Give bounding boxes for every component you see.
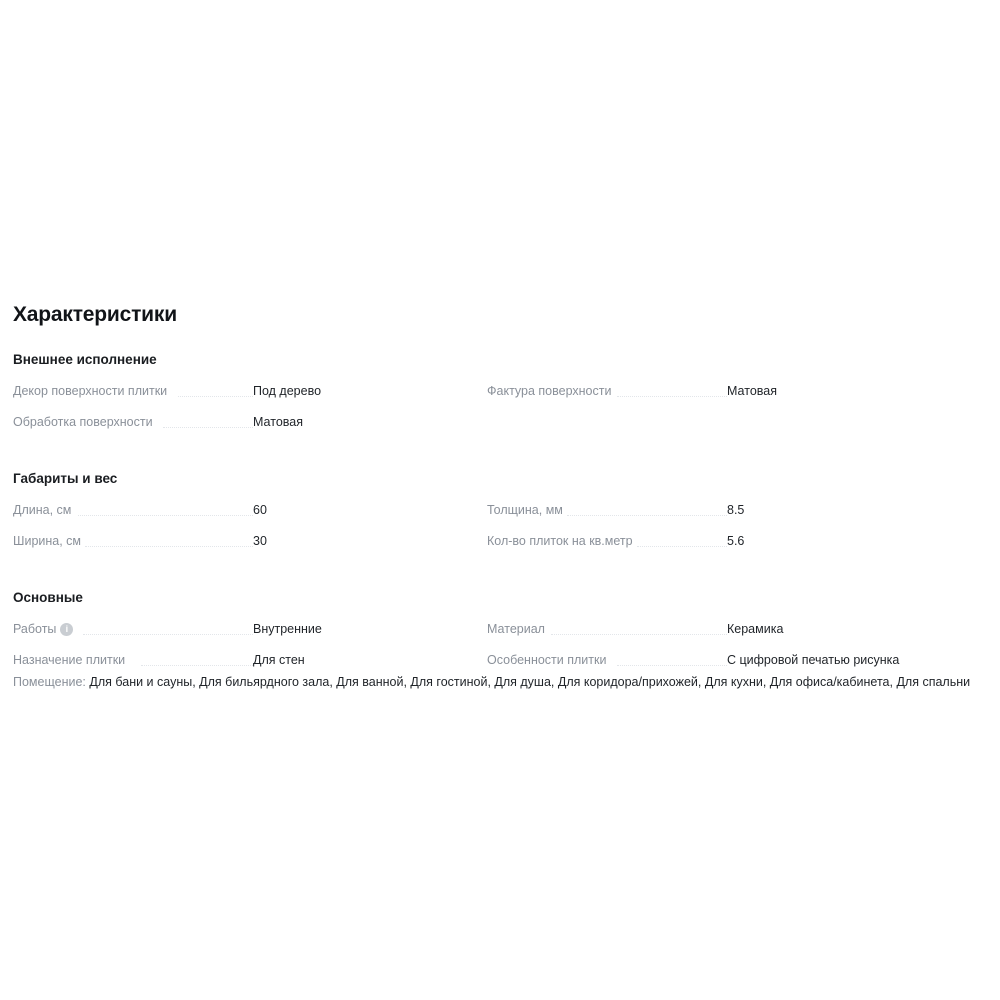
spec-label: Фактура поверхности (487, 384, 612, 398)
section-title-dimensions: Габариты и вес (13, 471, 118, 486)
spec-label: Помещение: (13, 675, 86, 689)
spec-value: Для стен (253, 653, 305, 667)
spec-value: Под дерево (253, 384, 322, 398)
spec-value: Матовая (253, 415, 303, 429)
spec-label: Назначение плитки (13, 653, 126, 667)
spec-row-rooms (13, 674, 988, 690)
dotted-leader (567, 515, 727, 517)
spec-value: Матовая (727, 384, 777, 398)
dotted-leader (163, 427, 253, 429)
spec-value: Керамика (727, 622, 784, 636)
spec-label: Кол-во плиток на кв.метр (487, 534, 633, 548)
spec-label: Обработка поверхности (13, 415, 153, 429)
spec-value: 5.6 (727, 534, 745, 548)
dotted-leader (85, 546, 253, 548)
spec-label: Декор поверхности плитки (13, 384, 168, 398)
spec-label: Ширина, см (13, 534, 82, 548)
spec-label: Работы (13, 622, 57, 636)
dotted-leader (141, 665, 253, 667)
page-title: Характеристики (13, 303, 177, 326)
spec-label: Особенности плитки (487, 653, 607, 667)
dotted-leader (178, 396, 253, 398)
dotted-leader (78, 515, 253, 517)
dotted-leader (637, 546, 727, 548)
spec-label: Материал (487, 622, 545, 636)
spec-label: Длина, см (13, 503, 72, 517)
spec-value: 30 (253, 534, 267, 548)
spec-label-with-icon (13, 621, 73, 637)
spec-value: 60 (253, 503, 267, 517)
spec-value: 8.5 (727, 503, 745, 517)
spec-value: Для бани и сауны, Для бильярдного зала, Для ванной, Для гостиной, Для душа, Для коридора/прихожей, Для кухни, Для офиса/кабинета, Для спальни (89, 675, 971, 689)
section-title-exterior: Внешнее исполнение (13, 352, 157, 367)
info-icon[interactable]: i (60, 623, 73, 636)
spec-label: Толщина, мм (487, 503, 563, 517)
spec-value: Внутренние (253, 622, 322, 636)
spec-value: С цифровой печатью рисунка (727, 653, 900, 667)
dotted-leader (551, 634, 727, 636)
dotted-leader (617, 396, 727, 398)
dotted-leader (83, 634, 253, 636)
section-title-main: Основные (13, 590, 83, 605)
dotted-leader (617, 665, 727, 667)
